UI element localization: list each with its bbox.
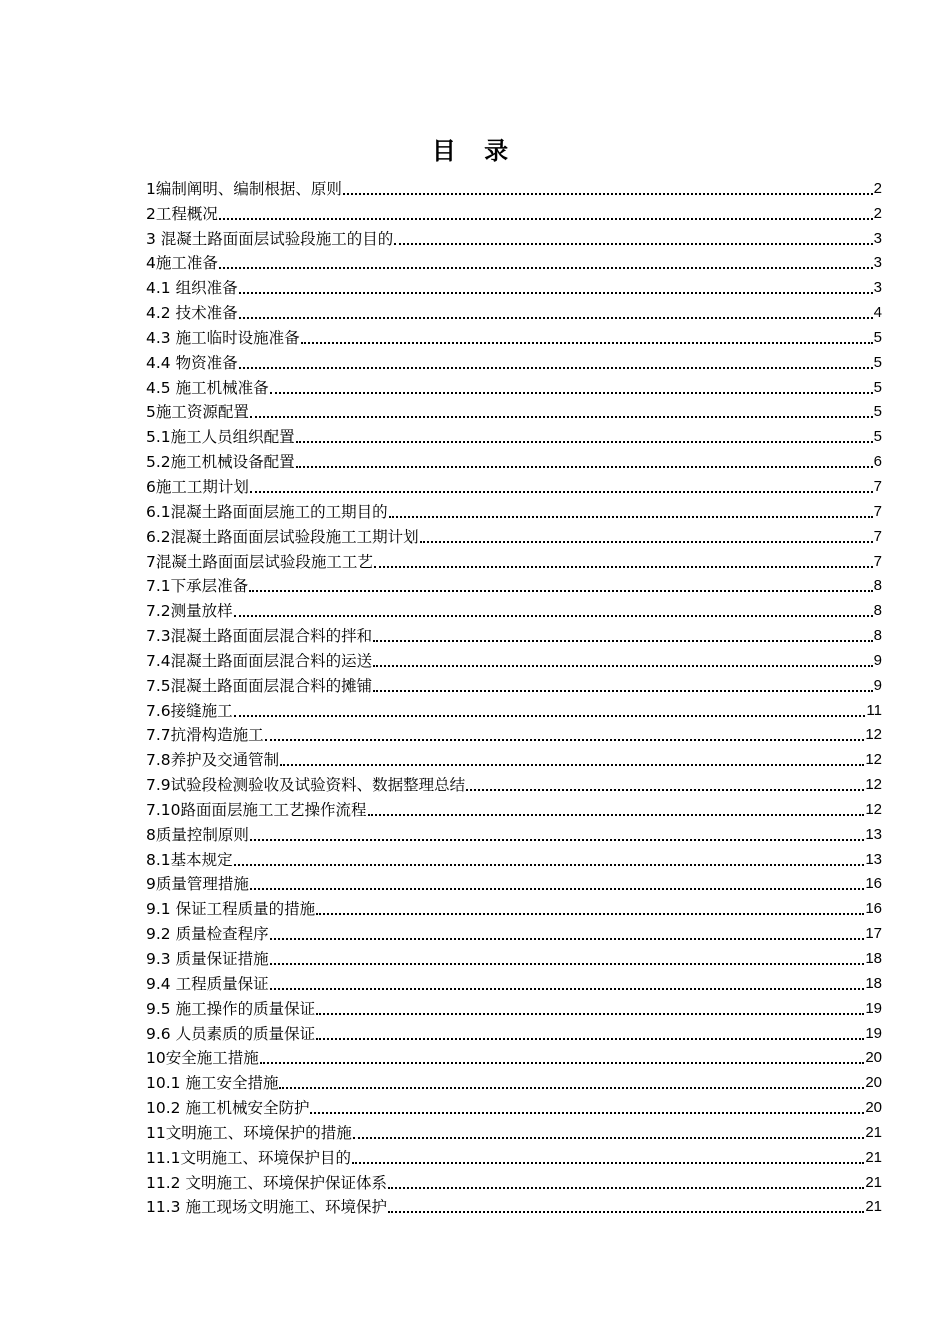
dot-leader [219, 217, 873, 220]
dot-leader [234, 863, 865, 866]
toc-entry-label: 6施工工期计划 [146, 477, 249, 496]
dot-leader [373, 664, 873, 667]
toc-entry-page-number: 5 [873, 378, 882, 396]
toc-entry-page-number: 8 [873, 627, 882, 645]
dot-leader [301, 341, 873, 344]
toc-entry-page-number: 13 [865, 850, 882, 868]
toc-entry-label: 4.3 施工临时设施准备 [146, 328, 300, 347]
toc-entry-label: 4.5 施工机械准备 [146, 378, 269, 397]
toc-entry-label: 11.1文明施工、环境保护目的 [146, 1148, 352, 1167]
toc-entry[interactable] [146, 696, 882, 721]
toc-entry-page-number: 12 [865, 726, 882, 744]
dot-leader [260, 1061, 865, 1064]
toc-entry-page-number: 21 [865, 1148, 882, 1166]
dot-leader [374, 565, 873, 568]
toc-entry-page-number: 3 [873, 279, 882, 297]
toc-entry[interactable] [146, 944, 882, 969]
toc-entry[interactable] [146, 1168, 882, 1193]
toc-entry-page-number: 7 [873, 477, 882, 495]
toc-entry-page-number: 12 [865, 776, 882, 794]
toc-entry-label: 10.1 施工安全措施 [146, 1074, 279, 1093]
toc-entry[interactable] [146, 298, 882, 323]
dot-leader [270, 391, 873, 394]
toc-entry-label: 4施工准备 [146, 254, 218, 273]
toc-entry[interactable] [146, 472, 882, 497]
toc-entry-label: 10.2 施工机械安全防护 [146, 1099, 310, 1118]
toc-entry-page-number: 13 [865, 825, 882, 843]
toc-entry-label: 5.2施工机械设备配置 [146, 453, 295, 472]
toc-entry[interactable] [146, 1118, 882, 1143]
toc-entry-label: 7.9试验段检测验收及试验资料、数据整理总结 [146, 776, 466, 795]
dot-leader [368, 813, 865, 816]
toc-entry[interactable] [146, 596, 882, 621]
toc-entry[interactable] [146, 870, 882, 895]
dot-leader [353, 1136, 865, 1139]
toc-entry-label: 7.1下承层准备 [146, 577, 249, 596]
dot-leader [250, 415, 873, 418]
toc-entry-label: 11.2 文明施工、环境保护保证体系 [146, 1173, 387, 1192]
dot-leader [343, 192, 873, 195]
toc-entry-page-number: 8 [873, 577, 882, 595]
toc-entry-label: 5.1施工人员组织配置 [146, 428, 295, 447]
toc-entry-page-number: 19 [865, 999, 882, 1017]
dot-leader [270, 962, 865, 965]
toc-entry-label: 7.3混凝土路面面层混合料的拌和 [146, 627, 373, 646]
toc-entry-page-number: 3 [873, 229, 882, 247]
toc-entry-page-number: 3 [873, 254, 882, 272]
dot-leader [389, 515, 873, 518]
toc-entry[interactable] [146, 969, 882, 994]
toc-entry[interactable] [146, 547, 882, 572]
toc-entry[interactable] [146, 1019, 882, 1044]
toc-entry-label: 8质量控制原则 [146, 825, 249, 844]
toc-entry-label: 11文明施工、环境保护的措施 [146, 1123, 352, 1142]
toc-entry-label: 7.8养护及交通管制 [146, 751, 280, 770]
toc-entry-label: 9.1 保证工程质量的措施 [146, 900, 316, 919]
toc-entry[interactable] [146, 1143, 882, 1168]
toc-entry-label: 2工程概况 [146, 204, 218, 223]
dot-leader [388, 1186, 864, 1189]
toc-entry-label: 1编制阐明、编制根据、原则 [146, 179, 342, 198]
dot-leader [279, 1086, 864, 1089]
toc-entry-page-number: 2 [873, 204, 882, 222]
dot-leader [352, 1161, 864, 1164]
toc-entry-page-number: 12 [865, 751, 882, 769]
toc-entry-page-number: 19 [865, 1024, 882, 1042]
dot-leader [239, 291, 873, 294]
toc-entry[interactable] [146, 1193, 882, 1218]
toc-entry-label: 7.5混凝土路面面层混合料的摊铺 [146, 676, 373, 695]
toc-entry-page-number: 9 [873, 651, 882, 669]
toc-entry-label: 4.4 物资准备 [146, 353, 238, 372]
toc-entry-label: 4.2 技术准备 [146, 304, 238, 323]
dot-leader [280, 763, 864, 766]
toc-entry[interactable] [146, 845, 882, 870]
dot-leader [388, 1210, 864, 1213]
toc-entry-label: 9.5 施工操作的质量保证 [146, 999, 316, 1018]
toc-entry[interactable] [146, 572, 882, 597]
toc-entry-label: 6.1混凝土路面面层施工的工期目的 [146, 502, 388, 521]
dot-leader [219, 266, 873, 269]
toc-entry[interactable] [146, 621, 882, 646]
dot-leader [250, 838, 864, 841]
toc-entry-page-number: 5 [873, 428, 882, 446]
dot-leader [296, 465, 873, 468]
toc-entry-page-number: 6 [873, 453, 882, 471]
toc-entry-label: 8.1基本规定 [146, 850, 233, 869]
toc-entry-page-number: 12 [865, 800, 882, 818]
toc-entry-page-number: 4 [873, 304, 882, 322]
dot-leader [296, 440, 873, 443]
dot-leader [316, 1037, 864, 1040]
toc-entry-label: 11.3 施工现场文明施工、环境保护 [146, 1198, 387, 1217]
toc-entry[interactable] [146, 745, 882, 770]
toc-entry[interactable] [146, 919, 882, 944]
toc-entry[interactable] [146, 894, 882, 919]
toc-entry-page-number: 16 [865, 900, 882, 918]
toc-entry-label: 7.6接缝施工 [146, 701, 233, 720]
toc-entry[interactable] [146, 497, 882, 522]
toc-entry[interactable] [146, 671, 882, 696]
toc-entry-label: 7.7抗滑构造施工 [146, 726, 264, 745]
toc-entry-page-number: 7 [873, 527, 882, 545]
dot-leader [373, 639, 873, 642]
toc-entry[interactable] [146, 770, 882, 795]
toc-entry-page-number: 11 [866, 701, 882, 719]
toc-entry-page-number: 7 [873, 502, 882, 520]
dot-leader [265, 738, 865, 741]
toc-entry-label: 6.2混凝土路面面层试验段施工工期计划 [146, 527, 419, 546]
toc-entry-label: 10安全施工措施 [146, 1049, 259, 1068]
toc-entry-page-number: 20 [865, 1099, 882, 1117]
toc-entry-label: 4.1 组织准备 [146, 279, 238, 298]
dot-leader [466, 788, 864, 791]
toc-entry[interactable] [146, 373, 882, 398]
toc-entry-label: 7.10路面面层施工工艺操作流程 [146, 800, 367, 819]
dot-leader [234, 614, 873, 617]
toc-entry-label: 9.3 质量保证措施 [146, 950, 269, 968]
toc-entry[interactable] [146, 1068, 882, 1093]
toc-entry-page-number: 5 [873, 353, 882, 371]
toc-entry[interactable] [146, 224, 882, 249]
dot-leader [250, 887, 864, 890]
toc-entry-label: 9.4 工程质量保证 [146, 974, 269, 993]
toc-entry-page-number: 5 [873, 403, 882, 421]
toc-entry[interactable] [146, 273, 882, 298]
dot-leader [310, 1111, 864, 1114]
toc-entry[interactable] [146, 994, 882, 1019]
dot-leader [394, 242, 872, 245]
toc-entry-page-number: 21 [865, 1123, 882, 1141]
toc-entry[interactable] [146, 174, 882, 199]
toc-entry-page-number: 18 [865, 974, 882, 992]
dot-leader [239, 316, 873, 319]
toc-entry-page-number: 2 [873, 179, 882, 197]
toc-entry-page-number: 20 [865, 1074, 882, 1092]
toc-entry[interactable] [146, 1044, 882, 1069]
toc-entry-page-number: 17 [865, 925, 882, 943]
toc-entry-page-number: 8 [873, 602, 882, 620]
toc-entry-page-number: 18 [865, 950, 882, 967]
toc-entry-page-number: 21 [865, 1173, 882, 1191]
dot-leader [234, 714, 866, 717]
toc-entry[interactable] [146, 199, 882, 224]
dot-leader [250, 490, 873, 493]
toc-entry[interactable] [146, 721, 882, 746]
toc-entry-label: 9质量管理措施 [146, 875, 249, 894]
toc-entry-label: 7.4混凝土路面面层混合料的运送 [146, 651, 373, 670]
toc-entry-label: 7混凝土路面面层试验段施工工艺 [146, 552, 373, 571]
toc-entry[interactable] [146, 422, 882, 447]
toc-entry[interactable] [146, 323, 882, 348]
dot-leader [373, 689, 873, 692]
toc-entry[interactable] [146, 249, 882, 274]
toc-entry[interactable] [146, 646, 882, 671]
dot-leader [249, 589, 873, 592]
dot-leader [239, 366, 873, 369]
dot-leader [270, 987, 865, 990]
toc-entry-page-number: 7 [873, 552, 882, 570]
dot-leader [316, 912, 864, 915]
toc-entry-page-number: 5 [873, 328, 882, 346]
toc-entry-label: 9.2 质量检查程序 [146, 925, 269, 944]
table-of-contents [146, 174, 882, 1217]
dot-leader [420, 540, 873, 543]
toc-entry-label: 7.2测量放样 [146, 602, 233, 621]
dot-leader [316, 1012, 864, 1015]
toc-entry[interactable] [146, 1093, 882, 1118]
toc-entry-page-number: 21 [865, 1198, 882, 1216]
toc-entry-label: 9.6 人员素质的质量保证 [146, 1024, 316, 1043]
toc-entry-page-number: 20 [865, 1049, 882, 1067]
toc-entry-label: 5施工资源配置 [146, 403, 249, 422]
toc-entry[interactable] [146, 795, 882, 820]
toc-title: 目 录 [431, 136, 519, 165]
toc-entry[interactable] [146, 447, 882, 472]
toc-entry[interactable] [146, 348, 882, 373]
toc-entry[interactable] [146, 522, 882, 547]
dot-leader [270, 937, 865, 940]
toc-entry[interactable] [146, 398, 882, 423]
toc-entry-page-number: 16 [865, 875, 882, 893]
toc-entry-label: 3 混凝土路面面层试验段施工的目的 [146, 229, 394, 248]
toc-entry-page-number: 9 [873, 676, 882, 694]
toc-entry[interactable] [146, 820, 882, 845]
